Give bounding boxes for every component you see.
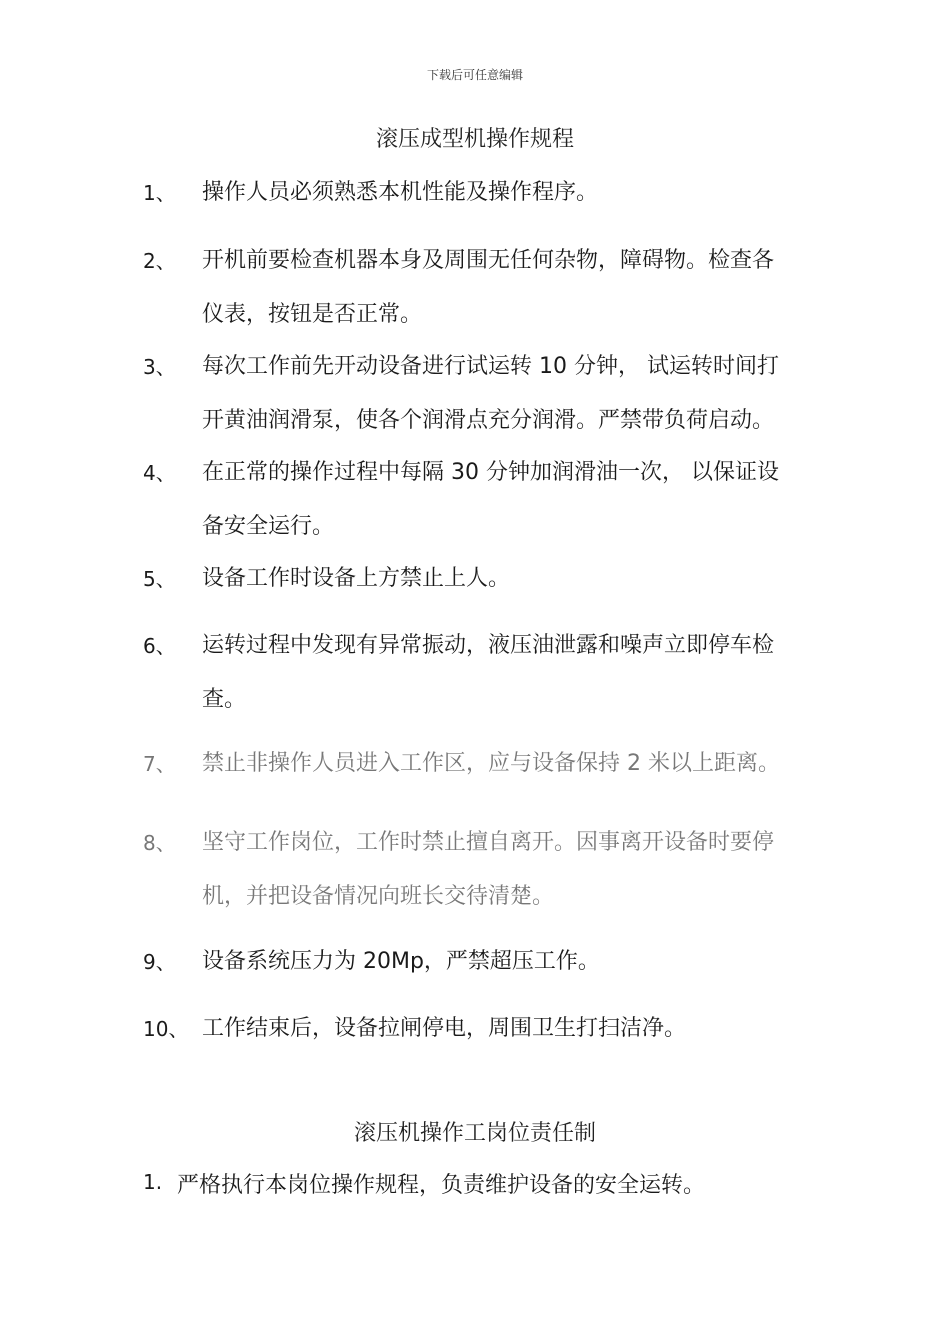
item-text: 操作人员必须熟悉本机性能及操作程序。 [202, 180, 599, 205]
page-header-note: 下载后可任意编辑 [426, 68, 523, 82]
item-text: 坚守工作岗位，工作时禁止擅自离开。因事离开设备时要停 [202, 830, 775, 855]
duty-text: 严格执行本岗位操作规程，负责维护设备的安全运转。 [177, 1173, 706, 1198]
item-text: 在正常的操作过程中每隔 30 分钟加润滑油一次， 以保证设 [202, 460, 779, 485]
item-number: 8、 [143, 831, 176, 855]
procedure-title: 滚压成型机操作规程 [375, 127, 574, 152]
item-number: 9、 [143, 950, 176, 974]
item-number: 4、 [143, 461, 176, 485]
item-text: 设备工作时设备上方禁止上人。 [202, 566, 511, 591]
responsibility-title: 滚压机操作工岗位责任制 [353, 1121, 596, 1146]
item-text: 每次工作前先开动设备进行试运转 10 分钟， 试运转时间打 [202, 354, 779, 379]
item-number: 2、 [143, 249, 176, 273]
item-number: 6、 [143, 634, 176, 658]
duty-number: 1. [143, 1170, 163, 1194]
item-number: 1、 [143, 181, 176, 205]
item-number: 10、 [143, 1017, 189, 1041]
item-text: 工作结束后，设备拉闸停电，周围卫生打扫洁净。 [202, 1016, 687, 1041]
item-text: 备安全运行。 [202, 514, 335, 539]
item-text: 查。 [202, 687, 247, 712]
item-number: 5、 [143, 567, 176, 591]
item-text: 仪表，按钮是否正常。 [202, 302, 423, 327]
item-text: 设备系统压力为 20Mp，严禁超压工作。 [202, 949, 600, 974]
item-text: 开机前要检查机器本身及周围无任何杂物，障碍物。检查各 [202, 248, 775, 273]
item-number: 3、 [143, 355, 176, 379]
item-number: 7、 [143, 752, 176, 776]
item-text: 机，并把设备情况向班长交待清楚。 [202, 884, 555, 909]
item-text: 开黄油润滑泵，使各个润滑点充分润滑。严禁带负荷启动。 [202, 408, 775, 433]
item-text: 运转过程中发现有异常振动，液压油泄露和噪声立即停车检 [202, 633, 775, 658]
item-text: 禁止非操作人员进入工作区，应与设备保持 2 米以上距离。 [202, 751, 780, 776]
